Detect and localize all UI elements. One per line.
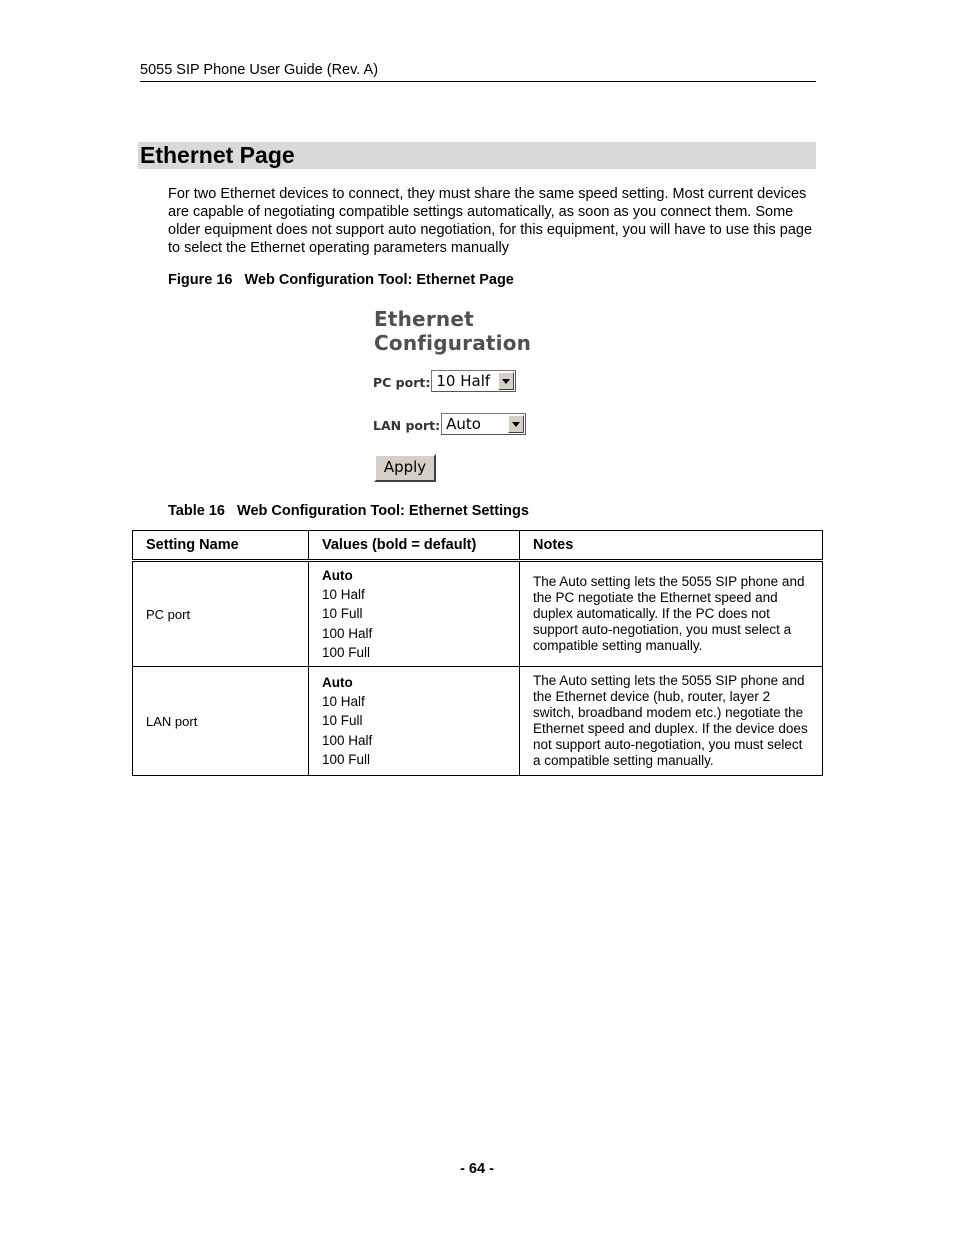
setting-name-cell: LAN port	[133, 667, 309, 776]
lan-port-value: Auto	[446, 415, 481, 433]
default-value: Auto	[322, 567, 353, 583]
value-item: 10 Half	[322, 694, 365, 710]
ethernet-config-screenshot	[370, 302, 630, 492]
figure-caption: Figure 16 Web Configuration Tool: Ethernet Page	[168, 272, 514, 288]
lan-port-label: LAN port:	[373, 418, 441, 433]
value-item: 100 Full	[322, 644, 371, 660]
default-value: Auto	[322, 674, 353, 690]
value-item: 10 Full	[322, 713, 363, 729]
ethernet-settings-table	[132, 530, 823, 776]
section-title: Ethernet Page	[138, 142, 816, 169]
pc-port-row	[373, 370, 516, 392]
table-row	[133, 667, 823, 776]
page-header: 5055 SIP Phone User Guide (Rev. A)	[140, 61, 816, 82]
table-row	[133, 561, 823, 667]
lan-port-select[interactable]	[441, 413, 526, 435]
apply-button[interactable]: Apply	[374, 454, 436, 482]
page-number: - 64 -	[460, 1161, 494, 1177]
pc-port-label: PC port:	[373, 375, 431, 390]
pc-port-value: 10 Half	[436, 372, 491, 390]
ethernet-config-title: Ethernet Configuration	[374, 307, 532, 355]
values-cell	[309, 667, 520, 776]
value-item: 10 Half	[322, 587, 365, 603]
header-setting-name: Setting Name	[133, 531, 309, 561]
chevron-down-icon[interactable]	[508, 415, 524, 433]
value-item: 100 Half	[322, 732, 373, 748]
header-values: Values (bold = default)	[309, 531, 520, 561]
values-cell	[309, 561, 520, 667]
notes-cell: The Auto setting lets the 5055 SIP phone and the Ethernet device (hub, router, layer 2 switch, broadband modem etc.) negotiate the Ethernet speed and duplex. If the device does not support auto-negotiation, you must select a compatible setting manually.	[520, 667, 823, 776]
lan-port-row	[373, 413, 526, 435]
notes-cell: The Auto setting lets the 5055 SIP phone and the PC negotiate the Ethernet speed and duplex automatically. If the PC does not support auto-negotiation, you must select a compatible setting manually.	[520, 561, 823, 667]
value-item: 100 Full	[322, 751, 371, 767]
value-item: 100 Half	[322, 625, 373, 641]
setting-name-cell: PC port	[133, 561, 309, 667]
chevron-down-icon[interactable]	[498, 372, 514, 390]
pc-port-select[interactable]	[431, 370, 516, 392]
table-caption: Table 16 Web Configuration Tool: Ethernet Settings	[168, 503, 529, 519]
table-header-row	[133, 531, 823, 561]
intro-paragraph: For two Ethernet devices to connect, they must share the same speed setting. Most current devices are capable of negotiating compatible settings automatically, as soon as you connect them. Some older equipment does not support auto negotiation, for this equipment, you will have to use this page to select the Ethernet operating parameters manually	[168, 186, 813, 256]
header-notes: Notes	[520, 531, 823, 561]
value-item: 10 Full	[322, 606, 363, 622]
